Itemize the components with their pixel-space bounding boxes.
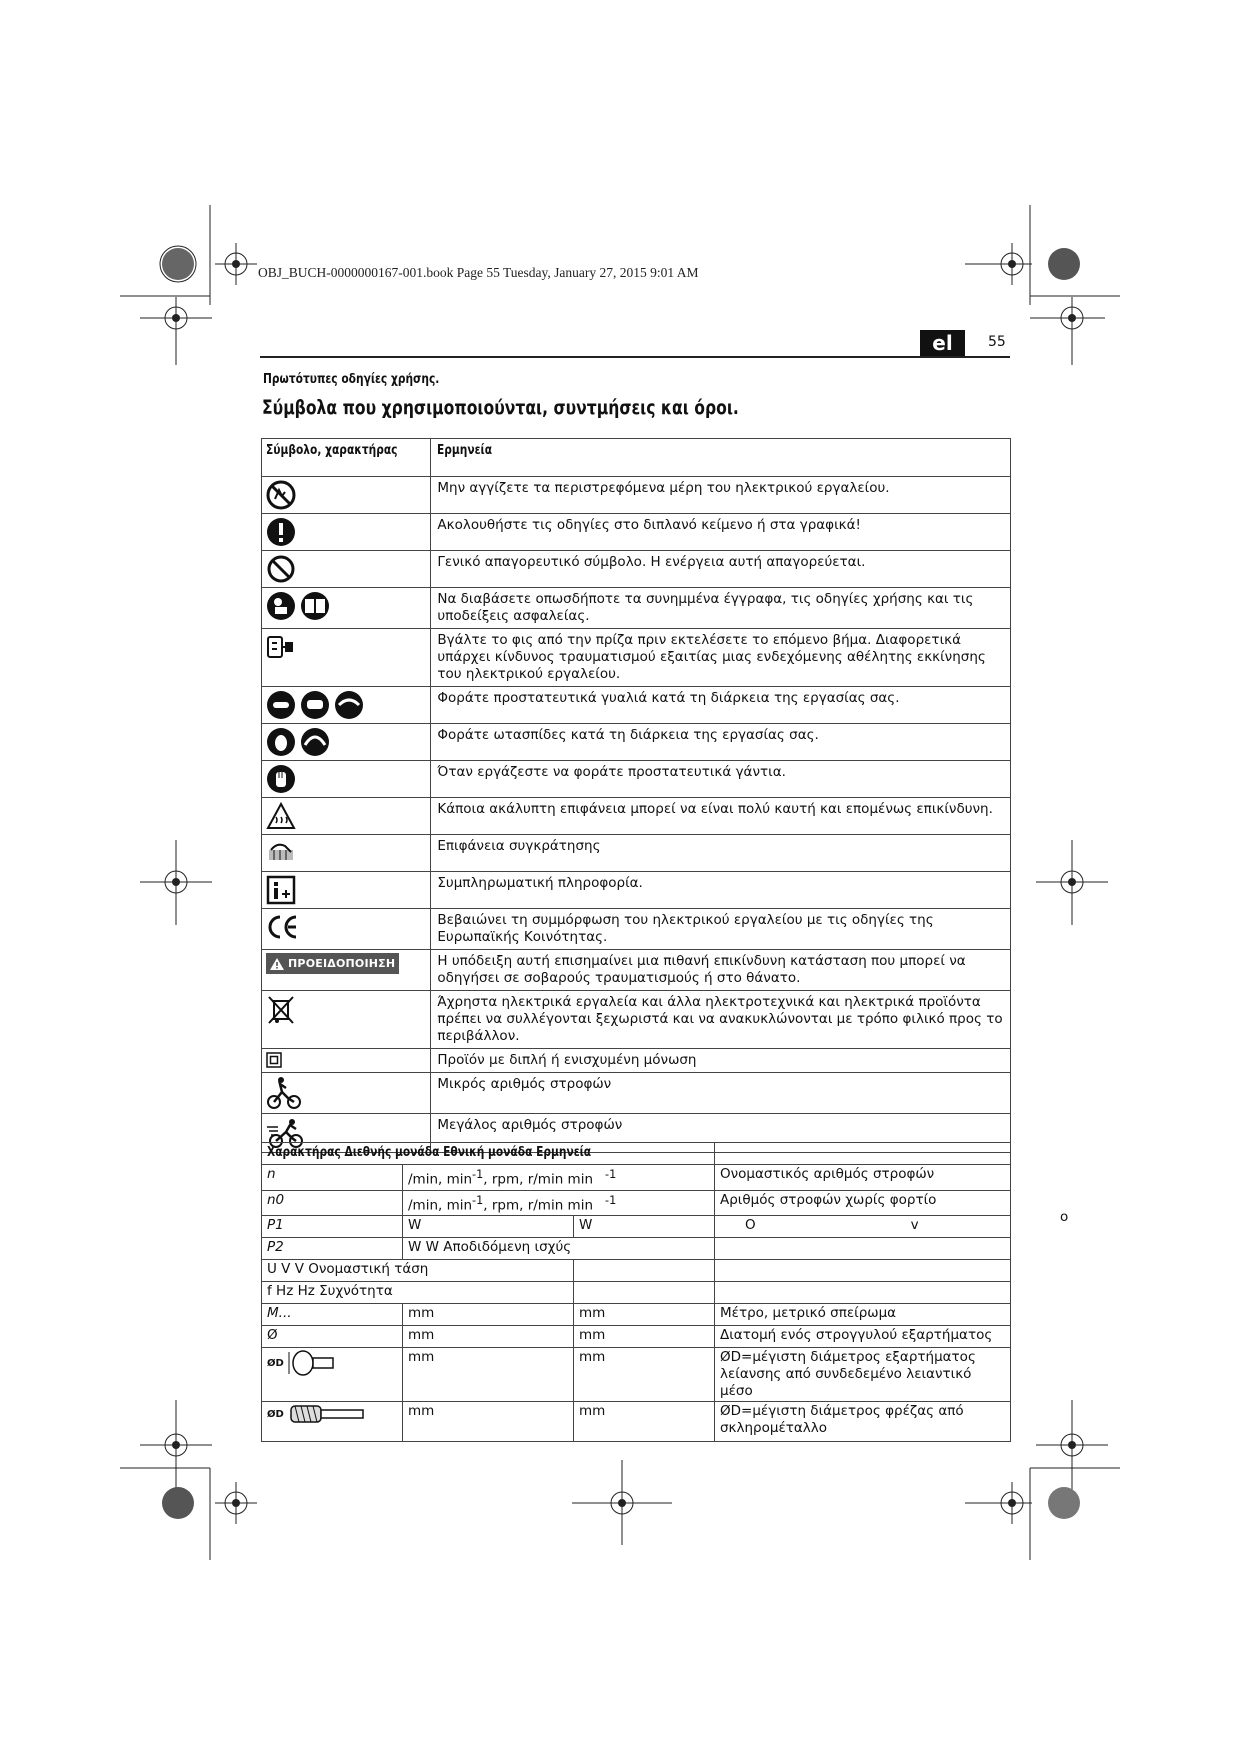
weee-bin-icon bbox=[266, 994, 296, 1026]
cell-unit-tail: , rpm, r/min min bbox=[483, 1197, 594, 1213]
row-text: Βγάλτε το φις από την πρίζα πριν εκτελέσετε το επόμενο βήμα. Διαφορετικά υπάρχει κίνδυνος τραυματισμού εξαιτίας μιας ενδεχόμενης αθέλητης εκκίνησης του ηλεκτρικού εργαλείου. bbox=[431, 629, 1011, 687]
cell-meaning: O bbox=[745, 1217, 756, 1233]
table-row bbox=[262, 1304, 1011, 1326]
cell-unit-sup: -1 bbox=[472, 1193, 484, 1207]
table-row bbox=[262, 514, 1011, 551]
prohibition-icon bbox=[266, 554, 296, 584]
no-touch-rotating-icon bbox=[266, 480, 296, 510]
row-text: Μην αγγίζετε τα περιστρεφόμενα μέρη του ηλεκτρικού εργαλείου. bbox=[431, 477, 1011, 514]
units-table-header bbox=[262, 1143, 1011, 1165]
row-text: Συμπληρωματική πληροφορία. bbox=[431, 872, 1011, 909]
table-row bbox=[262, 761, 1011, 798]
row-text: Μεγάλος αριθμός στροφών bbox=[431, 1114, 1011, 1153]
row-text: Η υπόδειξη αυτή επισημαίνει μια πιθανή επικίνδυνη κατάσταση που μπορεί να οδηγήσει σε σοβαρούς τραυματισμούς ή στο θάνατο. bbox=[431, 950, 1011, 991]
table-row bbox=[262, 588, 1011, 629]
table-row bbox=[262, 1190, 1011, 1216]
cell-meaning: Διατομή ενός στρογγυλού εξαρτήματος bbox=[715, 1326, 1011, 1348]
row-text: Φοράτε προστατευτικά γυαλιά κατά τη διάρκεια της εργασίας σας. bbox=[431, 687, 1011, 724]
page-number: 55 bbox=[988, 334, 1006, 350]
row-text: Μικρός αριθμός στροφών bbox=[431, 1073, 1011, 1114]
cell-national: mm bbox=[574, 1326, 715, 1348]
language-badge: el bbox=[920, 330, 965, 357]
grinding-point-icon bbox=[287, 1349, 347, 1377]
cell-meaning: Αριθμός στροφών χωρίς φορτίο bbox=[715, 1190, 1011, 1216]
table-row bbox=[262, 724, 1011, 761]
cell-unit: mm bbox=[403, 1326, 574, 1348]
ear-protection-icon bbox=[266, 727, 332, 757]
row-text: Κάποια ακάλυπτη επιφάνεια μπορεί να είναι πολύ καυτή και επομένως επικίνδυνη. bbox=[431, 798, 1011, 835]
table-row bbox=[262, 1216, 1011, 1238]
cell-symbol: n0 bbox=[262, 1190, 403, 1216]
cell-national: W bbox=[574, 1216, 715, 1238]
cell-unit: W W Αποδιδόμενη ισχύς bbox=[403, 1238, 715, 1260]
symbols-table-header bbox=[262, 439, 1011, 477]
unplug-icon bbox=[266, 632, 296, 662]
double-insulation-icon bbox=[266, 1052, 282, 1068]
table-row bbox=[262, 1165, 1011, 1191]
cell-symbol: P2 bbox=[262, 1238, 403, 1260]
hot-surface-icon bbox=[266, 801, 296, 831]
table-row bbox=[262, 1326, 1011, 1348]
warning-badge bbox=[266, 953, 399, 974]
units-table bbox=[261, 1142, 1011, 1442]
cell-meaning: ØD=μέγιστη διάμετρος φρέζας από σκληρομέταλλο bbox=[715, 1402, 1011, 1442]
cell-meaning: ØD=μέγιστη διάμετρος εξαρτήματος λείανσης από συνδεδεμένο λειαντικό μέσο bbox=[715, 1348, 1011, 1402]
cell-unit: W bbox=[403, 1216, 574, 1238]
ce-mark-icon bbox=[266, 912, 300, 942]
cell-symbol: f Hz Hz Συχνότητα bbox=[262, 1282, 574, 1304]
row-text: Φοράτε ωτασπίδες κατά τη διάρκεια της εργασίας σας. bbox=[431, 724, 1011, 761]
cell-national: mm bbox=[574, 1348, 715, 1402]
document-title: Σύμβολα που χρησιμοποιούνται, συντμήσεις και όροι. bbox=[262, 396, 739, 419]
cell-symbol: P1 bbox=[262, 1216, 403, 1238]
warning-badge-text: ΠΡΟΕΙΔΟΠΟΙΗΣΗ bbox=[288, 957, 396, 970]
low-speed-bike-icon bbox=[266, 1076, 302, 1110]
table-row bbox=[262, 798, 1011, 835]
table-row bbox=[262, 909, 1011, 950]
cell-national: mm bbox=[574, 1304, 715, 1326]
cell-meaning: Ονομαστικός αριθμός στροφών bbox=[715, 1165, 1011, 1191]
row-text: Γενικό απαγορευτικό σύμβολο. Η ενέργεια αυτή απαγορεύεται. bbox=[431, 551, 1011, 588]
info-icon bbox=[266, 875, 296, 905]
protective-goggles-icon bbox=[266, 690, 366, 720]
cell-symbol: Ø bbox=[262, 1326, 403, 1348]
symbols-table bbox=[261, 438, 1011, 1153]
exclamation-icon bbox=[266, 517, 296, 547]
cell-meaning: Μέτρο, μετρικό σπείρωμα bbox=[715, 1304, 1011, 1326]
table-row bbox=[262, 835, 1011, 872]
header-symbol: Σύμβολο, χαρακτήρας bbox=[262, 439, 431, 477]
cell-national-sup: -1 bbox=[605, 1193, 617, 1207]
gloves-icon bbox=[266, 764, 296, 794]
table-row bbox=[262, 477, 1011, 514]
header-meaning: Ερμηνεία bbox=[431, 439, 1011, 477]
cell-unit: mm bbox=[403, 1304, 574, 1326]
cell-meaning-b: v bbox=[910, 1217, 919, 1233]
table-row bbox=[262, 1260, 1011, 1282]
row-text: Προϊόν με διπλή ή ενισχυμένη μόνωση bbox=[431, 1049, 1011, 1073]
units-header-text: Χαρακτήρας Διεθνής μονάδα Εθνική μονάδα Ερμηνεία bbox=[267, 1145, 592, 1160]
carbide-cutter-icon bbox=[287, 1403, 367, 1425]
diameter-label: ØD bbox=[267, 1357, 284, 1369]
cell-unit-tail: , rpm, r/min min bbox=[483, 1171, 594, 1188]
overflow-char: o bbox=[1060, 1209, 1069, 1225]
cell-symbol: M... bbox=[262, 1304, 403, 1326]
row-text: Άχρηστα ηλεκτρικά εργαλεία και άλλα ηλεκτροτεχνικά και ηλεκτρικά προϊόντα πρέπει να συλλέγονται ξεχωριστά και να ανακυκλώνονται με τρόπο φιλικό προς το περιβάλλον. bbox=[431, 991, 1011, 1049]
cell-national-sup: -1 bbox=[605, 1168, 617, 1181]
table-row bbox=[262, 1282, 1011, 1304]
table-row bbox=[262, 551, 1011, 588]
cell-unit: mm bbox=[403, 1402, 574, 1442]
table-row bbox=[262, 1402, 1011, 1442]
cell-national: mm bbox=[574, 1402, 715, 1442]
diameter-label: ØD bbox=[267, 1408, 284, 1420]
file-header-line: OBJ_BUCH-0000000167-001.book Page 55 Tuesday, January 27, 2015 9:01 AM bbox=[258, 265, 699, 280]
cell-unit: /min, min bbox=[408, 1197, 473, 1213]
table-row bbox=[262, 872, 1011, 909]
row-text: Ακολουθήστε τις οδηγίες στο διπλανό κείμενο ή στα γραφικά! bbox=[431, 514, 1011, 551]
table-row bbox=[262, 1073, 1011, 1114]
table-row bbox=[262, 1348, 1011, 1402]
table-row bbox=[262, 1049, 1011, 1073]
cell-unit: mm bbox=[403, 1348, 574, 1402]
read-manual-icon bbox=[266, 591, 332, 621]
table-row bbox=[262, 950, 1011, 991]
row-text: Να διαβάσετε οπωσδήποτε τα συνημμένα έγγραφα, τις οδηγίες χρήσης και τις υποδείξεις ασφαλείας. bbox=[431, 588, 1011, 629]
document-subtitle: Πρωτότυπες οδηγίες χρήσης. bbox=[263, 372, 440, 387]
cell-unit-sup: -1 bbox=[472, 1168, 484, 1181]
row-text: Επιφάνεια συγκράτησης bbox=[431, 835, 1011, 872]
row-text: Όταν εργάζεστε να φοράτε προστατευτικά γάντια. bbox=[431, 761, 1011, 798]
header-rule bbox=[260, 356, 1010, 358]
cell-symbol: n bbox=[262, 1165, 403, 1191]
warning-triangle-icon bbox=[270, 958, 284, 970]
table-row bbox=[262, 629, 1011, 687]
table-row bbox=[262, 687, 1011, 724]
table-row bbox=[262, 991, 1011, 1049]
row-text: Βεβαιώνει τη συμμόρφωση του ηλεκτρικού εργαλείου με τις οδηγίες της Ευρωπαϊκής Κοινότητας. bbox=[431, 909, 1011, 950]
cell-symbol: U V V Ονομαστική τάση bbox=[262, 1260, 574, 1282]
cell-unit: /min, min bbox=[408, 1171, 473, 1188]
table-row bbox=[262, 1238, 1011, 1260]
grip-surface-icon bbox=[266, 838, 296, 868]
